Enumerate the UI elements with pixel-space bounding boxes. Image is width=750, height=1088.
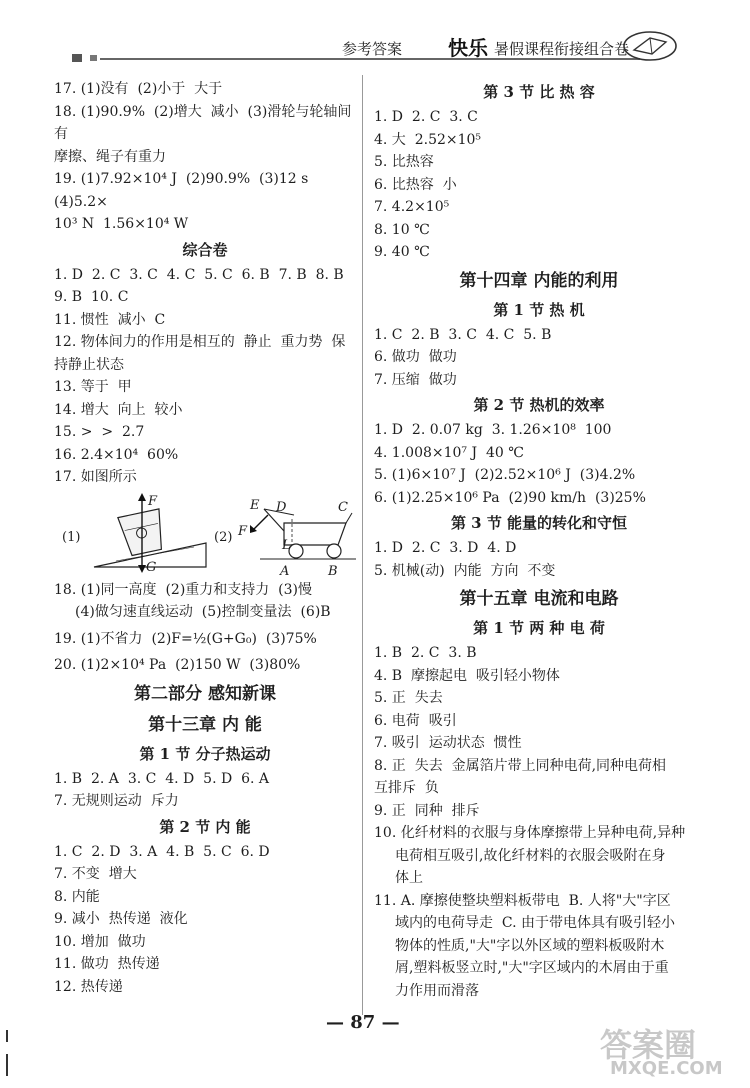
answer-line: 7. 4.2×10⁵ (374, 199, 450, 215)
answer-line: 10³ N 1.56×10⁴ W (54, 216, 189, 232)
column-divider (362, 75, 363, 1015)
answer-line: 1. D 2. C 3. C 4. C 5. C 6. B 7. B 8. B (54, 266, 344, 283)
watermark: 答案圈 (600, 1026, 697, 1064)
answer-line: 1. B 2. A 3. C 4. D 5. D 6. A (54, 770, 270, 787)
answer-line: 6. 电荷 吸引 (374, 712, 457, 729)
answer-line: 6. 比热容 小 (374, 176, 457, 193)
left-column (54, 78, 356, 998)
figure-label: F (238, 523, 248, 539)
figure-label: A (280, 563, 290, 579)
answer-line: 8. 正 失去 金属箔片带上同种电荷,同种电荷相 (374, 757, 667, 774)
header-mark (72, 54, 82, 62)
section-title: 第 1 节 两 种 电 荷 (473, 619, 605, 637)
answer-line: 7. 无规则运动 斥力 (54, 793, 179, 809)
answer-line: 9. 正 同种 排斥 (374, 802, 480, 819)
right-column (374, 78, 704, 1002)
answer-line: 10. 增加 做功 (54, 933, 146, 950)
answer-line: 1. D 2. C 3. C (374, 109, 478, 125)
answer-line: 7. 不变 增大 (54, 866, 137, 882)
force-diagram (54, 491, 356, 575)
answer-line: 7. 压缩 做功 (374, 371, 457, 388)
answer-line: 5. 机械(动) 内能 方向 不变 (374, 562, 556, 579)
chapter-title: 第十五章 电流和电路 (459, 589, 619, 609)
figure-label: G (146, 559, 157, 575)
answer-line: 8. 10 ℃ (374, 221, 430, 238)
answer-line: (4)做匀速直线运动 (5)控制变量法 (6)B (75, 604, 331, 620)
answer-line: 1. B 2. C 3. B (374, 645, 477, 661)
answer-line: 5. 正 失去 (374, 690, 443, 706)
section-title: 第 2 节 热机的效率 (473, 396, 605, 414)
answer-line: 物体的性质,"大"字以外区域的塑料板吸附木 (395, 937, 665, 954)
answer-line: 19. (1)7.92×10⁴ J (2)90.9% (3)12 s (4)5.2× (54, 171, 318, 210)
header-ref: 参考答案 (342, 40, 403, 58)
section-title: 第 3 节 能量的转化和守恒 (450, 514, 628, 532)
header-mark (90, 55, 97, 61)
answer-line: 11. A. 摩擦使整块塑料板带电 B. 人将"大"字区 (374, 892, 671, 909)
header-brand: 快乐 (448, 36, 488, 60)
answer-line: 16. 2.4×10⁴ 60% (54, 446, 179, 463)
answer-line: 12. 热传递 (54, 978, 123, 995)
answer-line: 域内的电荷导走 C. 由于带电体具有吸引轻小 (395, 915, 676, 931)
answer-line: 4. 1.008×10⁷ J 40 ℃ (374, 444, 524, 461)
book-logo-icon (622, 28, 678, 62)
answer-line: 1. D 2. C 3. D 4. D (374, 540, 517, 556)
figure-label: D (276, 499, 287, 515)
part-title: 第二部分 感知新课 (134, 683, 276, 704)
answer-line: 1. D 2. 0.07 kg 3. 1.26×10⁸ 100 (374, 422, 612, 438)
section-title: 第 1 节 热 机 (493, 300, 585, 319)
scan-edge-mark (6, 1054, 8, 1076)
answer-line: 力作用而滑落 (395, 982, 479, 999)
answer-figure (54, 491, 356, 579)
figure-label: F (148, 493, 158, 509)
answer-line: 9. 减小 热传递 液化 (54, 911, 188, 927)
answer-line: 17. 如图所示 (54, 469, 137, 485)
answer-line: 4. B 摩擦起电 吸引轻小物体 (374, 667, 560, 684)
answer-line: 互排斥 负 (374, 780, 439, 796)
answer-line: 13. 等于 甲 (54, 379, 132, 395)
answer-line: 14. 增大 向上 较小 (54, 401, 183, 418)
answer-line: 11. 惯性 减小 C (54, 311, 166, 328)
answer-line: 10. 化纤材料的衣服与身体摩擦带上异种电荷,异种 (374, 825, 686, 841)
answer-line: 8. 内能 (54, 888, 100, 905)
section-title: 第 2 节 内 能 (159, 817, 251, 836)
answer-line: 12. 物体间力的作用是相互的 静止 重力势 保 (54, 334, 346, 350)
answer-line: 19. (1)不省力 (2)F=½(G+G₀) (3)75% (54, 630, 317, 647)
answer-line: 7. 吸引 运动状态 惯性 (374, 735, 522, 751)
answer-line: 11. 做功 热传递 (54, 956, 160, 972)
answer-line: 6. (1)2.25×10⁶ Pa (2)90 km/h (3)25% (374, 489, 646, 506)
figure-label: C (338, 499, 348, 515)
answer-line: 摩擦、绳子有重力 (54, 148, 166, 165)
scan-edge-mark (6, 1030, 8, 1042)
chapter-title: 第十三章 内 能 (148, 714, 262, 735)
figure-label: (1) (62, 529, 81, 545)
figure-label: (2) (214, 529, 233, 545)
answer-line: 18. (1)90.9% (2)增大 减小 (3)滑轮与轮轴间有 (54, 103, 352, 142)
figure-label: L (282, 537, 291, 553)
answer-line: 20. (1)2×10⁴ Pa (2)150 W (3)80% (54, 657, 301, 673)
answer-line: 屑,塑料板竖立时,"大"字区域内的木屑由于重 (395, 960, 669, 976)
answer-line: 17. (1)没有 (2)小于 大于 (54, 81, 223, 97)
section-title: 综合卷 (182, 240, 228, 259)
page-header (0, 0, 750, 70)
figure-label: E (250, 497, 260, 513)
section-title: 第 1 节 分子热运动 (139, 744, 271, 763)
answer-line: 1. C 2. D 3. A 4. B 5. C 6. D (54, 843, 270, 860)
answer-line: 5. (1)6×10⁷ J (2)2.52×10⁶ J (3)4.2% (374, 467, 636, 483)
answer-line: 9. B 10. C (54, 289, 129, 305)
answer-line: 电荷相互吸引,故化纤材料的衣服会吸附在身 (395, 847, 666, 864)
watermark-url: MXQE.COM (610, 1058, 723, 1079)
answer-line: 9. 40 ℃ (374, 244, 430, 260)
answer-line: 体上 (395, 870, 423, 886)
answer-line: 4. 大 2.52×10⁵ (374, 131, 482, 148)
header-series: 暑假课程衔接组合卷 (494, 40, 630, 58)
answer-line: 15. > > 2.7 (54, 424, 145, 440)
chapter-title: 第十四章 内能的利用 (459, 270, 619, 291)
figure-label: B (328, 563, 338, 579)
answer-line: 5. 比热容 (374, 154, 434, 170)
answer-line: 1. C 2. B 3. C 4. C 5. B (374, 326, 552, 343)
section-title: 第 3 节 比 热 容 (483, 83, 595, 101)
answer-line: 持静止状态 (54, 356, 124, 373)
page-number: — 87 — (326, 1012, 400, 1033)
answer-line: 6. 做功 做功 (374, 349, 457, 365)
answer-line: 18. (1)同一高度 (2)重力和支持力 (3)慢 (54, 581, 313, 598)
